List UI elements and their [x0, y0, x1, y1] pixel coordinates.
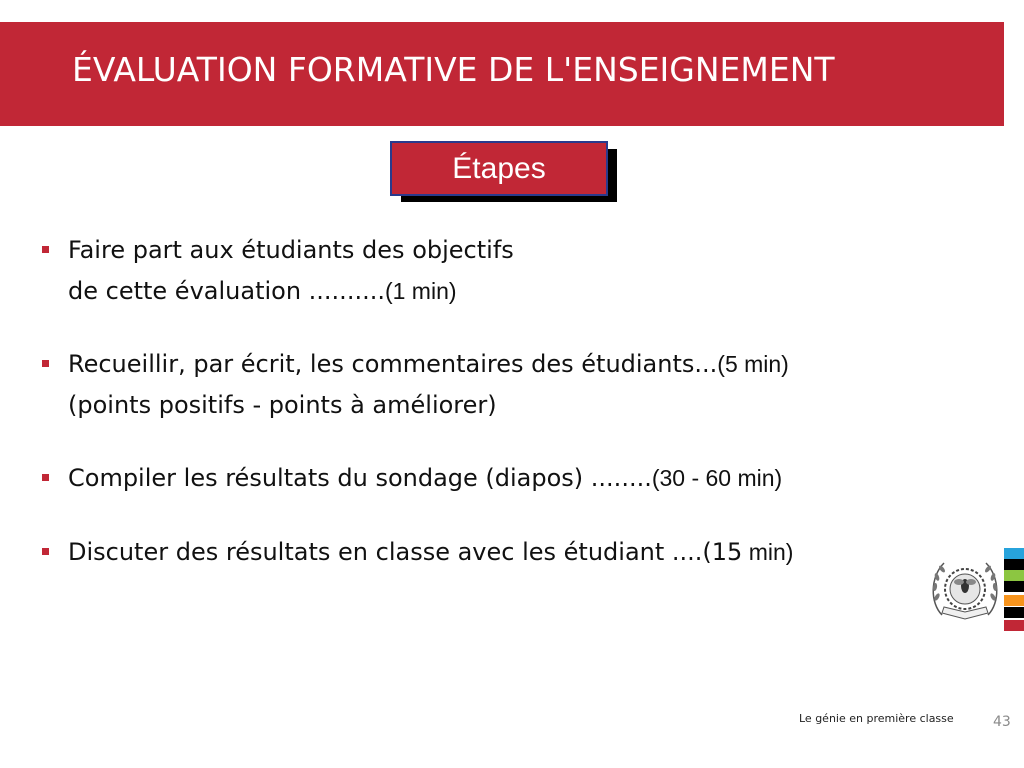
school-emblem-icon: [928, 553, 1002, 625]
brand-stripe: [1004, 581, 1024, 592]
square-bullet-icon: [42, 360, 49, 367]
bullet-duration: (1 min): [384, 278, 457, 304]
brand-stripe: [1004, 570, 1024, 581]
subtitle-box: Étapes: [390, 141, 608, 196]
brand-stripe: [1004, 559, 1024, 570]
bullet-text: Compiler les résultats du sondage (diapos) ........(30 - 60 min): [68, 464, 783, 492]
bullet-text: Discuter des résultats en classe avec les étudiant ....(15 min): [68, 538, 794, 566]
brand-stripe: [1004, 620, 1024, 631]
bullet-text: Recueillir, par écrit, les commentaires des étudiants...(5 min): [68, 350, 789, 378]
brand-stripe: [1004, 607, 1024, 618]
square-bullet-icon: [42, 548, 49, 555]
bullet-duration: (5 min): [717, 351, 789, 377]
bullet-text-continued: de cette évaluation ..........(1 min): [68, 277, 457, 305]
bullet-duration: (30 - 60 min): [651, 465, 783, 491]
square-bullet-icon: [42, 246, 49, 253]
brand-stripe: [1004, 548, 1024, 559]
square-bullet-icon: [42, 474, 49, 481]
bullet-text-continued: (points positifs - points à améliorer): [68, 391, 497, 419]
bullet-duration: min): [742, 539, 794, 565]
footer-tagline: Le génie en première classe: [799, 712, 954, 725]
slide-title: ÉVALUATION FORMATIVE DE L'ENSEIGNEMENT: [72, 50, 835, 89]
bullet-text: Faire part aux étudiants des objectifs: [68, 236, 514, 264]
page-number: 43: [993, 714, 1011, 730]
brand-stripe: [1004, 595, 1024, 606]
